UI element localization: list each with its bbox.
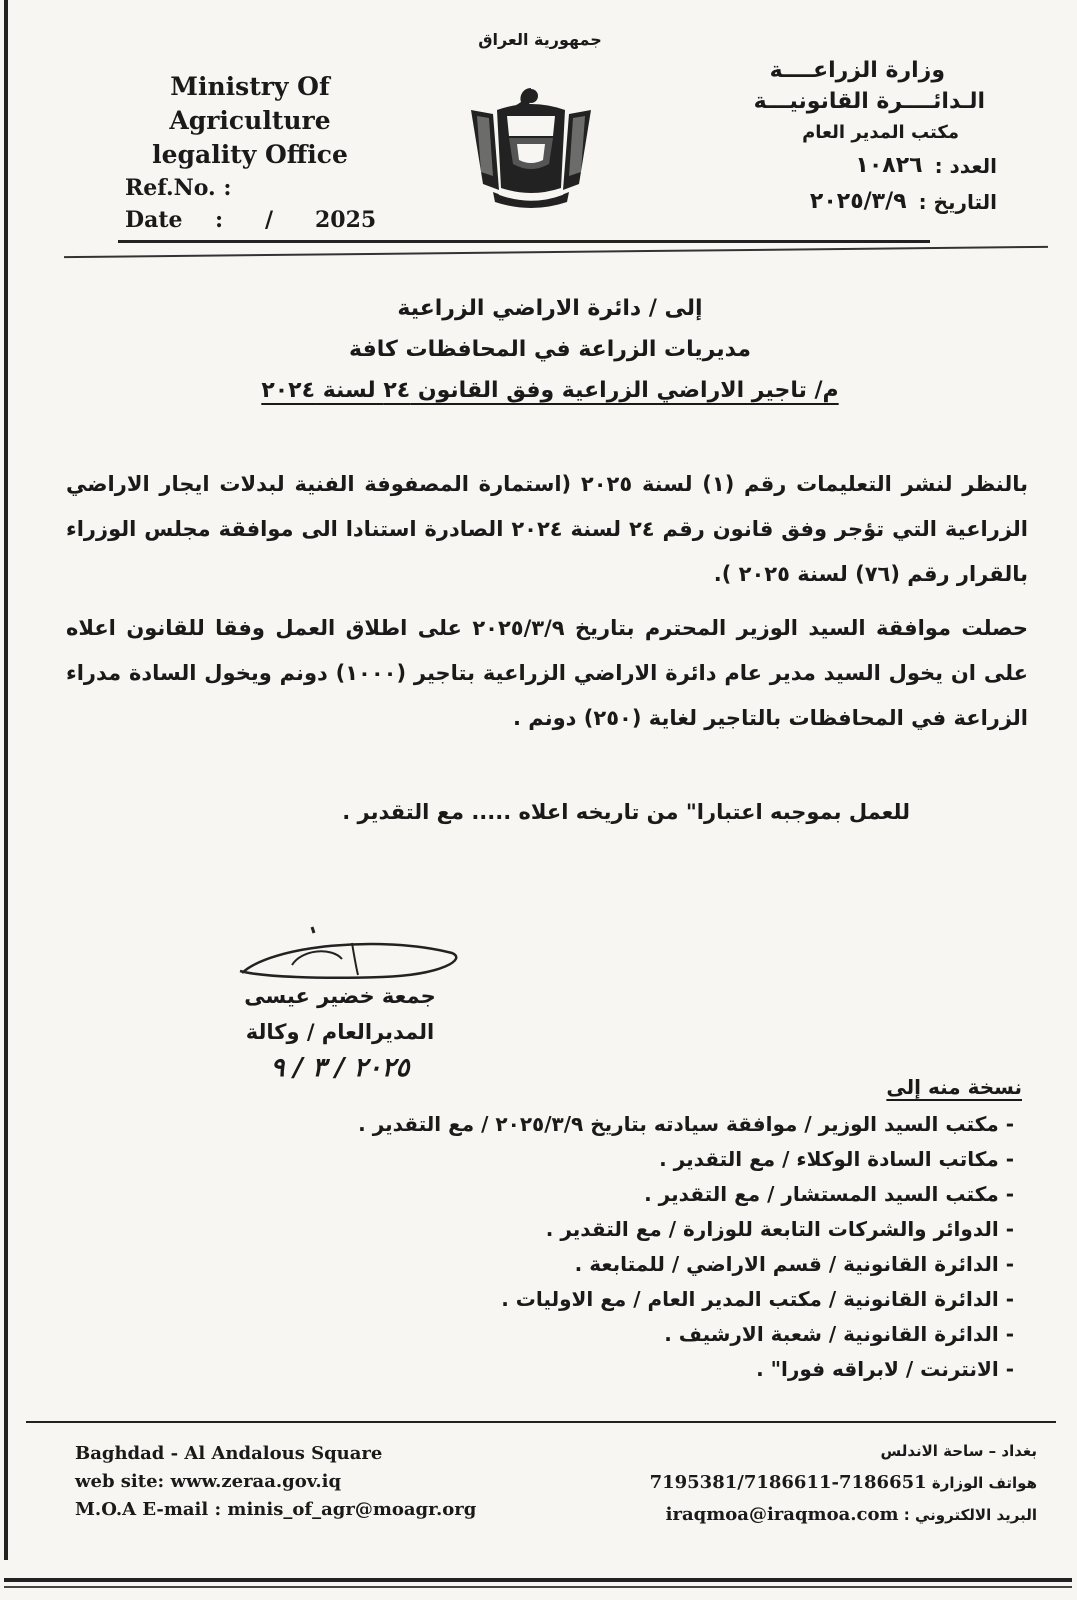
footer-ar-phones-value: 7195381/7186611-7186651 — [649, 1472, 927, 1493]
addressee-block — [200, 288, 900, 411]
arabic-reference-block — [697, 148, 997, 220]
ar-office-name: مكتب المدير العام — [802, 122, 959, 143]
english-reference-block — [125, 172, 376, 236]
en-date-label: Date — [125, 207, 183, 233]
addressee-line-1: إلى / دائرة الاراضي الزراعية — [397, 296, 703, 321]
arabic-footer — [617, 1436, 1037, 1531]
footer-ar-phones-label: هواتف الوزارة — [931, 1474, 1037, 1492]
frame-bottom-border — [4, 1578, 1072, 1582]
footer-ar-email-value: iraqmoa@iraqmoa.com — [665, 1504, 899, 1525]
en-ref-label: Ref.No. : — [125, 175, 232, 201]
copy-item: - مكتب السيد المستشار / مع التقدير . — [644, 1182, 1014, 1206]
footer-en-email: M.O.A E-mail : minis_of_agr@moagr.org — [75, 1499, 477, 1520]
copy-item: - الدائرة القانونية / مكتب المدير العام / مع الاوليات . — [501, 1287, 1014, 1311]
copy-item: - مكتب السيد الوزير / موافقة سيادته بتاريخ ٢٠٢٥/٣/٩ / مع التقدير . — [358, 1112, 1014, 1136]
body-paragraph-1: بالنظر لنشر التعليمات رقم (١) لسنة ٢٠٢٥ (استمارة المصفوفة الفنية لبدلات ايجار الاراضي الزراعية التي تؤجر وفق قانون رقم ٢٤ لسنة ٢٠٢٤ الصادرة استنادا الى موافقة مجلس الوزراء بالقرار رقم (٧٦) لسنة ٢٠٢٥ ). — [66, 472, 1028, 586]
footer-ar-email-label: البريد الالكتروني : — [903, 1506, 1037, 1524]
ar-number-label: العدد : — [934, 154, 997, 178]
header-divider-bottom — [64, 246, 1048, 258]
en-ministry-name: Ministry Of Agriculture — [169, 72, 331, 135]
ar-ministry-name: وزارة الزراعــــة — [769, 58, 945, 83]
republic-of-iraq-label: جمهورية العراق — [478, 30, 602, 49]
body-paragraph-2: حصلت موافقة السيد الوزير المحترم بتاريخ ٢٠٢٥/٣/٩ على اطلاق العمل وفقا للقانون اعلاه على ان يخول السيد مدير عام دائرة الاراضي الزراعية بتاجير (١٠٠٠) دونم ويخول السادة مدراء الزراعة في المحافظات بالتاجير لغاية (٢٥٠) دونم . — [66, 616, 1029, 730]
ar-date-value: ٢٠٢٥/٣/٩ — [809, 189, 907, 214]
subject-line: م/ تاجير الاراضي الزراعية وفق القانون ٢٤ لسنة ٢٠٢٤ — [261, 378, 839, 403]
addressee-line-2: مديريات الزراعة في المحافظات كافة — [349, 337, 751, 362]
en-date-year: 2025 — [315, 207, 377, 233]
copies-title: نسخة منه إلى — [886, 1075, 1022, 1099]
copies-list — [200, 1107, 1022, 1387]
footer-ar-address: بغداد – ساحة الاندلس — [880, 1442, 1037, 1460]
iraq-eagle-emblem-icon — [463, 80, 599, 210]
frame-left-border — [4, 0, 8, 1560]
en-office-name: legality Office — [152, 140, 348, 169]
signatory-title: المديرالعام / وكالة — [245, 1020, 435, 1044]
header-divider-top — [118, 240, 930, 243]
footer-en-address: Baghdad - Al Andalous Square — [75, 1443, 383, 1464]
ar-date-label: التاريخ : — [918, 190, 997, 214]
copies-section — [200, 1070, 1022, 1387]
signatory-name: جمعة خضير عيسى — [244, 984, 436, 1008]
english-letterhead — [90, 70, 410, 172]
footer-en-website: web site: www.zeraa.gov.iq — [75, 1471, 342, 1492]
arabic-letterhead — [697, 55, 997, 148]
ar-number-value: ١٠٨٢٦ — [855, 153, 923, 178]
en-date-colon: : — [215, 207, 224, 233]
copy-item: - الدائرة القانونية / قسم الاراضي / للمتابعة . — [574, 1252, 1014, 1276]
copy-item: - الدائرة القانونية / شعبة الارشيف . — [664, 1322, 1014, 1346]
copy-item: - الدوائر والشركات التابعة للوزارة / مع التقدير . — [545, 1217, 1014, 1241]
frame-bottom-border-inner — [4, 1586, 1072, 1588]
copy-item: - مكاتب السادة الوكلاء / مع التقدير . — [659, 1147, 1014, 1171]
en-date-slash: / — [265, 207, 274, 233]
signature-date: ٢٠٢٥ / ٣ / ٩ — [270, 1053, 410, 1083]
letter-body — [66, 462, 1028, 750]
footer-ar-phones — [617, 1467, 1037, 1499]
english-footer — [75, 1440, 476, 1524]
ar-department-name: الـدائــــرة القانونيـــة — [753, 89, 985, 114]
footer-divider — [26, 1421, 1056, 1423]
copy-item: - الانترنت / لابراقه فورا" . — [756, 1357, 1014, 1381]
closing-line: للعمل بموجبه اعتبارا" من تاريخه اعلاه ..... مع التقدير . — [342, 800, 910, 824]
footer-ar-email — [617, 1499, 1037, 1531]
